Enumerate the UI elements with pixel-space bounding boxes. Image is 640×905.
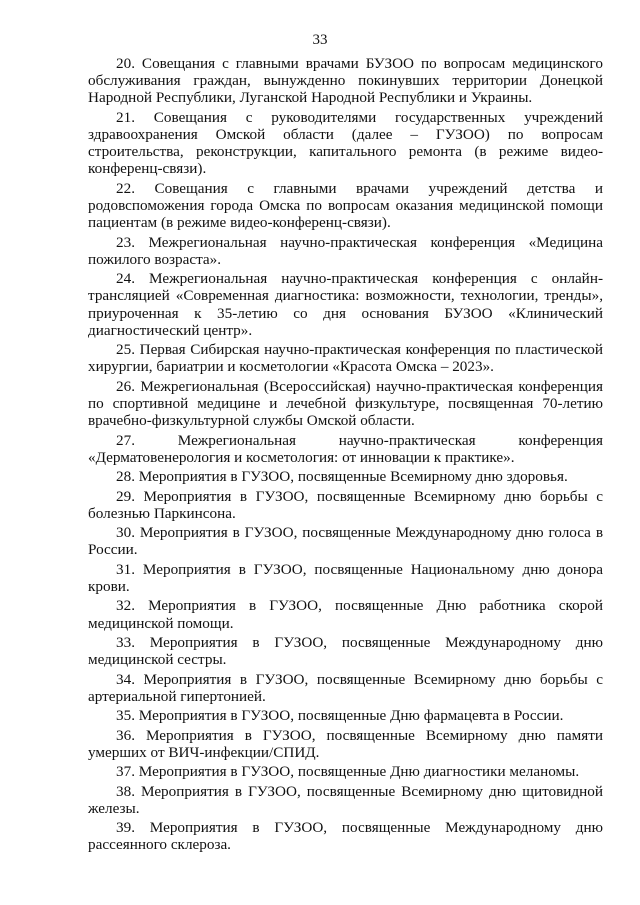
list-item: 29. Мероприятия в ГУЗОО, посвященные Всемирному дню борьбы с болезнью Паркинсона. [88, 487, 603, 522]
list-item: 37. Мероприятия в ГУЗОО, посвященные Дню диагностики меланомы. [116, 763, 580, 781]
list-item: 21. Совещания с руководителями государственных учреждений здравоохранения Омской области (далее – ГУЗОО) по вопросам строительства, реконструкции, капитального ремонта (в режиме видео-конференц-связи). [88, 108, 603, 178]
list-item: 31. Мероприятия в ГУЗОО, посвященные Национальному дню донора крови. [88, 560, 603, 595]
list-item: 22. Совещания с главными врачами учреждений детства и родовспоможения города Омска по вопросам оказания медицинской помощи пациентам (в режиме видео-конференц-связи). [88, 179, 603, 232]
list-item: 26. Межрегиональная (Всероссийская) научно-практическая конференция по спортивной медицине и лечебной физкультуре, посвященная 70-летию врачебно-физкультурной службы Омской области. [88, 377, 603, 430]
list-item: 28. Мероприятия в ГУЗОО, посвященные Всемирному дню здоровья. [116, 468, 568, 486]
list-item: 39. Мероприятия в ГУЗОО, посвященные Международному дню рассеянного склероза. [88, 819, 603, 854]
document-body [88, 55, 603, 856]
list-item: 38. Мероприятия в ГУЗОО, посвященные Всемирному дню щитовидной железы. [88, 782, 603, 817]
list-item: 36. Мероприятия в ГУЗОО, посвященные Всемирному дню памяти умерших от ВИЧ-инфекции/СПИД. [88, 726, 603, 761]
list-item: 34. Мероприятия в ГУЗОО, посвященные Всемирному дню борьбы с артериальной гипертонией. [88, 670, 603, 705]
list-item: 24. Межрегиональная научно-практическая конференция с онлайн-трансляцией «Современная диагностика: возможности, технологии, тренды», приуроченная к 35-летию со дня основания БУЗОО «Клинический диагностический центр». [88, 270, 603, 339]
list-item: 33. Мероприятия в ГУЗОО, посвященные Международному дню медицинской сестры. [88, 633, 603, 669]
list-item: 30. Мероприятия в ГУЗОО, посвященные Международному дню голоса в России. [88, 524, 603, 559]
list-item: 32. Мероприятия в ГУЗОО, посвященные Дню работника скорой медицинской помощи. [88, 597, 603, 632]
page-number: 33 [312, 32, 328, 48]
list-item: 25. Первая Сибирская научно-практическая конференция по пластической хирургии, бариатрии и косметологии «Красота Омска – 2023». [88, 341, 603, 376]
list-item: 27. Межрегиональная научно-практическая конференция «Дерматовенерология и косметология: от инновации к практике». [88, 431, 603, 466]
list-item: 23. Межрегиональная научно-практическая конференция «Медицина пожилого возраста». [88, 233, 603, 268]
list-item: 35. Мероприятия в ГУЗОО, посвященные Дню фармацевта в России. [116, 707, 564, 725]
list-item: 20. Совещания с главными врачами БУЗОО по вопросам медицинского обслуживания граждан, вынужденно покинувших территории Донецкой Народной Республики, Луганской Народной Республики и Украины. [88, 55, 603, 107]
